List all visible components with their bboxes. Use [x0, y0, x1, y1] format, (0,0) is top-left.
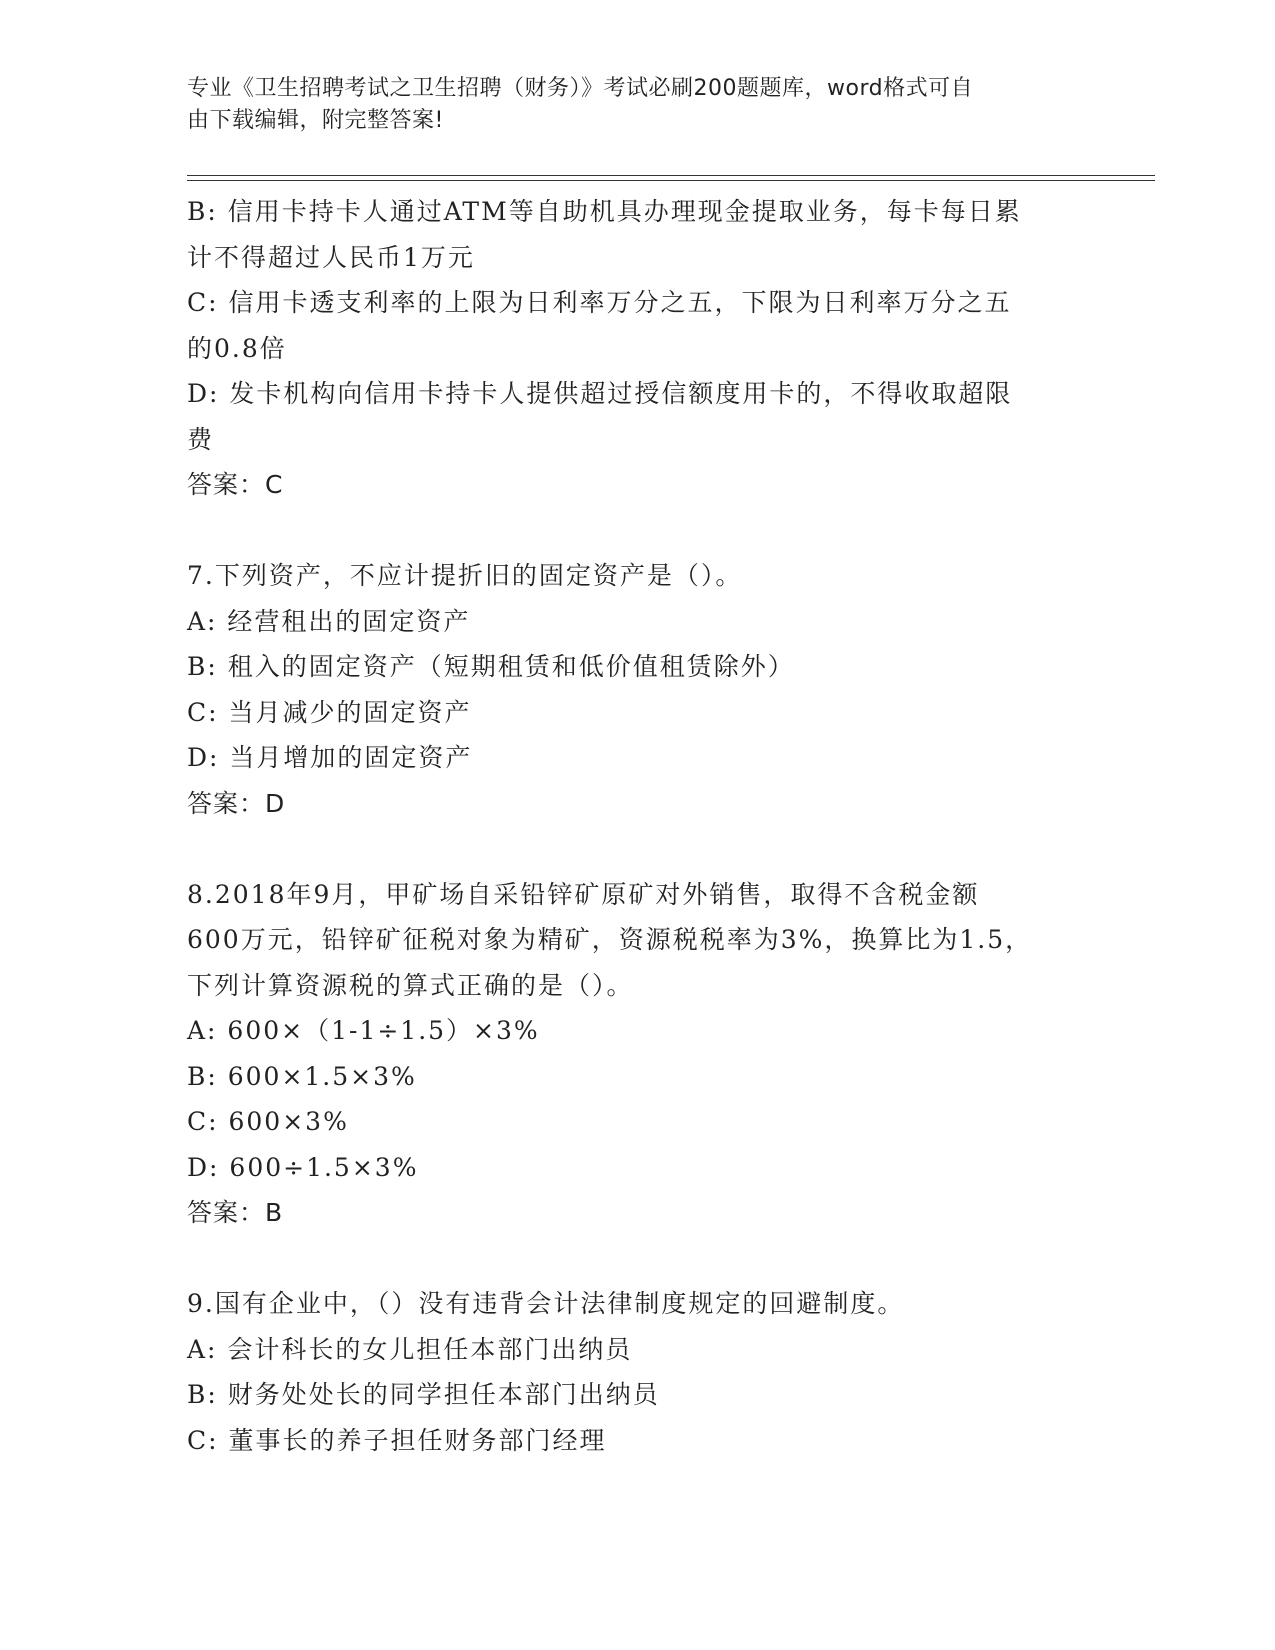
q8-option-d: D: 600÷1.5×3%: [187, 1152, 419, 1182]
q6-option-b-line-2: 计不得超过人民币1万元: [187, 242, 475, 272]
q7-option-d: D: 当月增加的固定资产: [187, 743, 473, 772]
q8-option-b: B: 600×1.5×3%: [187, 1061, 417, 1091]
q6-option-d-line-1: D: 发卡机构向信用卡持卡人提供超过授信额度用卡的，不得收取超限: [187, 379, 1013, 408]
question-7-block: [187, 553, 1087, 826]
q6-answer: 答案：C: [187, 470, 284, 499]
document-header: [187, 73, 1087, 137]
header-line-1: 专业《卫生招聘考试之卫生招聘（财务）》考试必刷200题题库，word格式可自: [187, 76, 974, 101]
q7-stem: 7.下列资产，不应计提折旧的固定资产是（）。: [187, 561, 743, 590]
q9-option-a: A: 会计科长的女儿担任本部门出纳员: [187, 1334, 633, 1364]
header-rule-bottom: [187, 180, 1155, 181]
q8-stem-line-2: 600万元，铅锌矿征税对象为精矿，资源税税率为3%，换算比为1.5，: [187, 925, 1033, 954]
q8-answer: 答案：B: [187, 1198, 284, 1227]
spacer: [187, 508, 1087, 554]
q8-option-a: A: 600×（1-1÷1.5）×3%: [187, 1016, 540, 1045]
question-6-block: [187, 189, 1087, 508]
q9-option-b: B: 财务处处长的同学担任本部门出纳员: [187, 1380, 660, 1409]
q7-option-a: A: 经营租出的固定资产: [187, 606, 471, 636]
question-8-block: [187, 872, 1087, 1236]
q8-stem-line-3: 下列计算资源税的算式正确的是（）。: [187, 970, 634, 1000]
spacer: [187, 1236, 1087, 1282]
spacer: [187, 826, 1087, 872]
header-rule-top: [187, 175, 1155, 176]
q6-option-c-line-1: C: 信用卡透支利率的上限为日利率万分之五，下限为日利率万分之五: [187, 288, 1012, 317]
q6-option-b-line-1: B: 信用卡持卡人通过ATM等自助机具办理现金提取业务，每卡每日累: [187, 197, 1022, 226]
q7-option-b: B: 租入的固定资产（短期租赁和低价值租赁除外）: [187, 652, 795, 681]
q9-stem: 9.国有企业中，（）没有违背会计法律制度规定的回避制度。: [187, 1289, 905, 1318]
q8-stem-line-1: 8.2018年9月，甲矿场自采铅锌矿原矿对外销售，取得不含税金额: [187, 879, 980, 909]
q6-option-d-line-2: 费: [187, 424, 215, 454]
document-body: [187, 189, 1087, 1463]
header-line-2: 由下载编辑，附完整答案!: [187, 108, 444, 133]
q9-option-c: C: 董事长的养子担任财务部门经理: [187, 1425, 607, 1455]
q6-option-c-line-2: 的0.8倍: [187, 333, 287, 363]
q7-option-c: C: 当月减少的固定资产: [187, 697, 472, 727]
q8-option-c: C: 600×3%: [187, 1107, 349, 1136]
question-9-block: [187, 1281, 1087, 1463]
q7-answer: 答案：D: [187, 788, 286, 818]
